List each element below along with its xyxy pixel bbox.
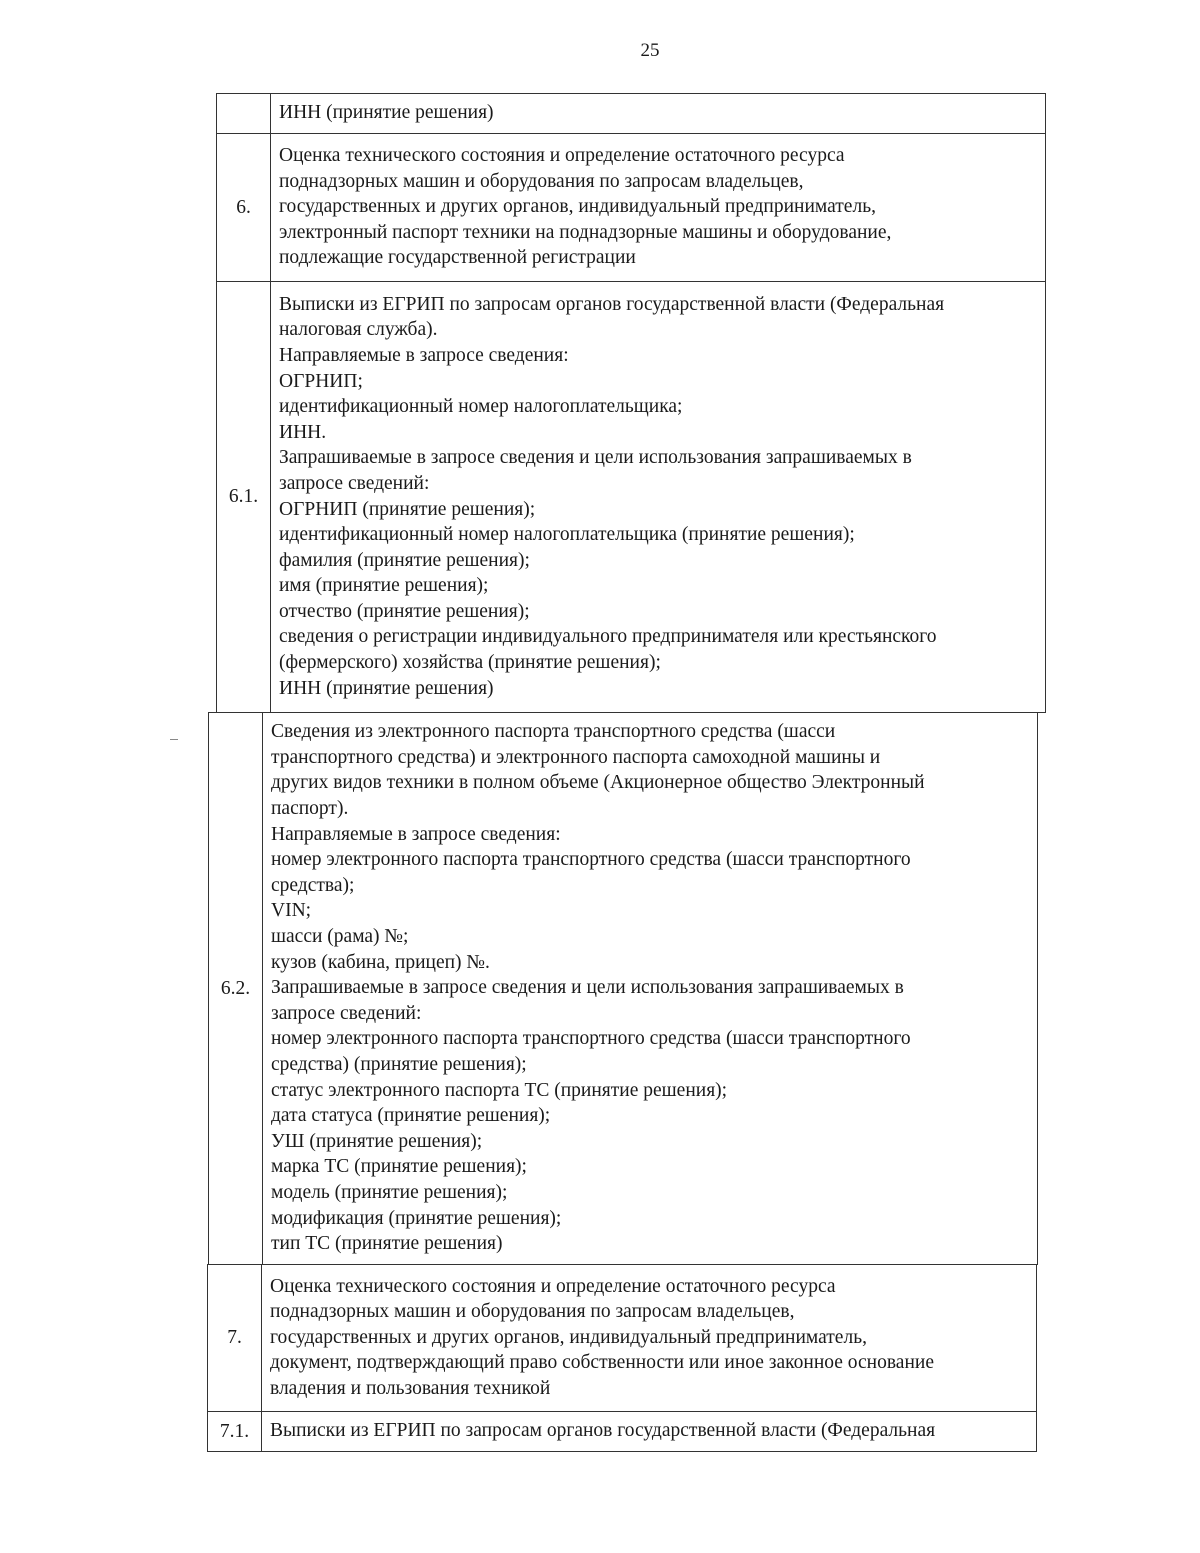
text-line: владения и пользования техникой	[270, 1377, 551, 1399]
scan-mark	[170, 739, 178, 740]
text-line: электронный паспорт техники на поднадзорные машины и оборудование,	[279, 221, 892, 243]
text-line: номер электронного паспорта транспортного средства (шасси транспортного	[271, 849, 911, 871]
text-line: фамилия (принятие решения);	[279, 549, 530, 571]
row-number: 7.1.	[208, 1412, 262, 1452]
text-line: имя (принятие решения);	[279, 575, 489, 597]
text-line: Сведения из электронного паспорта транспортного средства (шасси	[271, 721, 836, 743]
text-line: номер электронного паспорта транспортного средства (шасси транспортного	[271, 1028, 911, 1050]
text-line: паспорт).	[271, 798, 349, 820]
text-line: других видов техники в полном объеме (Акционерное общество Электронный	[271, 772, 925, 794]
row-description	[271, 94, 1046, 134]
text-line: VIN;	[271, 900, 312, 922]
text-line: Направляемые в запросе сведения:	[279, 344, 569, 366]
table-row	[208, 1412, 1037, 1452]
text-line: кузов (кабина, прицеп) №.	[271, 951, 490, 973]
text-line: запросе сведений:	[271, 1002, 422, 1024]
row-number: 6.	[217, 134, 271, 282]
text-line: средства) (принятие решения);	[271, 1053, 527, 1075]
table-row	[217, 134, 1046, 282]
services-table-upper	[216, 93, 1046, 713]
text-line: модель (принятие решения);	[271, 1181, 508, 1203]
row-description	[271, 134, 1046, 282]
row-description	[262, 1265, 1037, 1412]
text-line: Запрашиваемые в запросе сведения и цели использования запрашиваемых в	[271, 977, 904, 999]
text-line: государственных и других органов, индивидуальный предприниматель,	[279, 196, 876, 218]
services-table-middle	[208, 712, 1038, 1265]
row-number: 7.	[208, 1265, 262, 1412]
text-line: УШ (принятие решения);	[271, 1130, 483, 1152]
text-line: транспортного средства) и электронного паспорта самоходной машины и	[271, 746, 881, 768]
text-line: Выписки из ЕГРИП по запросам органов государственной власти (Федеральная	[270, 1420, 936, 1442]
text-line: Оценка технического состояния и определение остаточного ресурса	[270, 1275, 836, 1297]
text-line: идентификационный номер налогоплательщика (принятие решения);	[279, 524, 855, 546]
table-row	[208, 1265, 1037, 1412]
row-description	[271, 282, 1046, 713]
text-line: отчество (принятие решения);	[279, 600, 530, 622]
text-line: ИНН (принятие решения)	[279, 677, 494, 699]
text-line: идентификационный номер налогоплательщика;	[279, 396, 683, 418]
text-line: ИНН (принятие решения)	[279, 102, 494, 124]
text-line: тип ТС (принятие решения)	[271, 1233, 503, 1255]
text-line: модификация (принятие решения);	[271, 1207, 562, 1229]
text-line: Запрашиваемые в запросе сведения и цели использования запрашиваемых в	[279, 447, 912, 469]
text-line: (фермерского) хозяйства (принятие решения);	[279, 652, 661, 674]
page-number: 25	[640, 40, 660, 61]
text-line: средства);	[271, 874, 355, 896]
text-line: ОГРНИП;	[279, 370, 363, 392]
services-table-lower	[207, 1264, 1037, 1452]
text-line: запросе сведений:	[279, 472, 430, 494]
row-description	[262, 1412, 1037, 1452]
text-line: ОГРНИП (принятие решения);	[279, 498, 536, 520]
text-line: поднадзорных машин и оборудования по запросам владельцев,	[279, 170, 804, 192]
text-line: сведения о регистрации индивидуального предпринимателя или крестьянского	[279, 626, 937, 648]
row-description	[263, 713, 1038, 1265]
text-line: Направляемые в запросе сведения:	[271, 823, 561, 845]
text-line: Оценка технического состояния и определение остаточного ресурса	[279, 145, 845, 167]
text-line: дата статуса (принятие решения);	[271, 1105, 551, 1127]
table-row	[217, 282, 1046, 713]
text-line: ИНН.	[279, 421, 327, 443]
text-line: статус электронного паспорта ТС (принятие решения);	[271, 1079, 728, 1101]
text-line: налоговая служба).	[279, 319, 438, 341]
text-line: подлежащие государственной регистрации	[279, 247, 636, 269]
row-number: 6.1.	[217, 282, 271, 713]
table-row	[217, 94, 1046, 134]
row-number: 6.2.	[209, 713, 263, 1265]
text-line: поднадзорных машин и оборудования по запросам владельцев,	[270, 1301, 795, 1323]
table-row	[209, 713, 1038, 1265]
text-line: марка ТС (принятие решения);	[271, 1156, 527, 1178]
text-line: документ, подтверждающий право собственности или иное законное основание	[270, 1352, 934, 1374]
row-number	[217, 94, 271, 134]
text-line: государственных и других органов, индивидуальный предприниматель,	[270, 1326, 867, 1348]
text-line: шасси (рама) №;	[271, 926, 409, 948]
text-line: Выписки из ЕГРИП по запросам органов государственной власти (Федеральная	[279, 293, 945, 315]
